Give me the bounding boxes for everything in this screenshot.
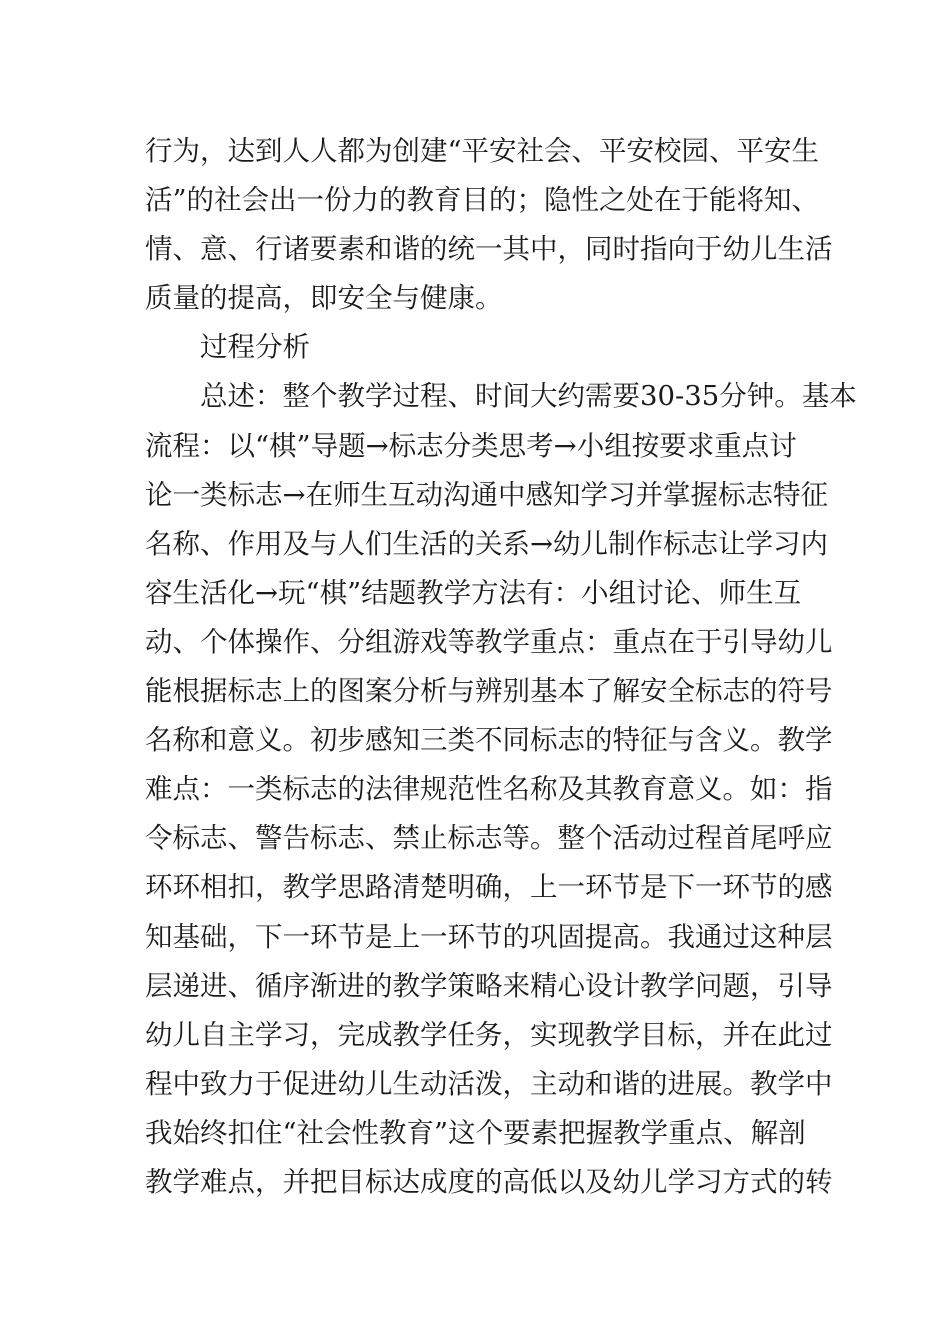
text-line: 质量的提高，即安全与健康。	[145, 282, 503, 315]
text-line: 名称、作用及与人们生活的关系→幼儿制作标志让学习内	[145, 527, 829, 560]
text-line: 情、意、行诸要素和谐的统一其中，同时指向于幼儿生活	[145, 233, 833, 266]
text-line: 幼儿自主学习，完成教学任务，实现教学目标，并在此过	[145, 1018, 833, 1051]
text-line: 难点：一类标志的法律规范性名称及其教育意义。如：指	[145, 773, 833, 806]
text-line: 教学难点，并把目标达成度的高低以及幼儿学习方式的转	[145, 1165, 833, 1198]
text-line: 流程：以“棋”导题→标志分类思考→小组按要求重点讨	[145, 429, 797, 462]
text-line: 层递进、循序渐进的教学策略来精心设计教学问题，引导	[145, 969, 833, 1002]
text-line: 名称和意义。初步感知三类不同标志的特征与含义。教学	[145, 724, 833, 757]
body-text	[145, 127, 857, 1207]
text-line: 环环相扣，教学思路清楚明确，上一环节是下一环节的感	[145, 871, 833, 904]
text-line: 程中致力于促进幼儿生动活泼，主动和谐的进展。教学中	[145, 1067, 833, 1100]
section-heading: 过程分析	[200, 331, 310, 364]
text-line: 活”的社会出一份力的教育目的；隐性之处在于能将知、	[145, 184, 820, 217]
text-line: 我始终扣住“社会性教育”这个要素把握教学重点、解剖	[145, 1116, 806, 1149]
text-line: 总述：整个教学过程、时间大约需要30-35分钟。基本	[200, 380, 857, 413]
text-line: 容生活化→玩“棋”结题教学方法有：小组讨论、师生互	[145, 576, 802, 609]
text-line: 论一类标志→在师生互动沟通中感知学习并掌握标志特征	[145, 478, 829, 511]
text-line: 行为，达到人人都为创建“平安社会、平安校园、平安生	[145, 135, 820, 167]
text-line: 令标志、警告标志、禁止标志等。整个活动过程首尾呼应	[145, 822, 833, 855]
text-line: 能根据标志上的图案分析与辨别基本了解安全标志的符号	[145, 675, 833, 708]
text-line: 动、个体操作、分组游戏等教学重点：重点在于引导幼儿	[145, 625, 833, 658]
text-line: 知基础，下一环节是上一环节的巩固提高。我通过这种层	[145, 920, 833, 953]
